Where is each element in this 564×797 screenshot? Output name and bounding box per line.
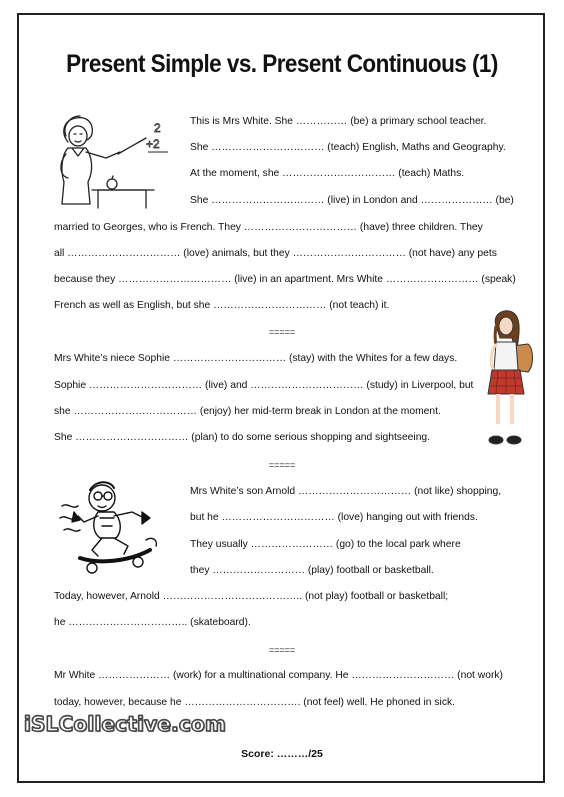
exercise-line: Mrs White’s niece Sophie …………………………… (stay) with the Whites for a few days. <box>54 353 458 364</box>
worksheet-title: Present Simple vs. Present Continuous (1) <box>66 50 498 78</box>
exercise-line: French as well as English, but she …………………………… (not teach) it. <box>54 300 390 311</box>
exercise-line: she ……………………………… (enjoy) her mid-term break in London at the moment. <box>54 406 441 417</box>
exercise-line: but he …………………………… (love) hanging out with friends. <box>190 512 478 523</box>
exercise-line: This is Mrs White. She …………… (be) a primary school teacher. <box>190 116 487 127</box>
skateboarder-icon <box>58 476 168 576</box>
exercise-line: he …………………………….. (skateboard). <box>54 617 251 628</box>
exercise-line: married to Georges, who is French. They …………………………… (have) three children. They <box>54 222 483 233</box>
exercise-line: She …………………………… (teach) English, Maths and Geography. <box>190 142 506 153</box>
exercise-line: Mr White ………………… (work) for a multinational company. He ………………………… (not work) <box>54 670 503 681</box>
section-separator: ===== <box>268 460 296 470</box>
board-number-top: 2 <box>154 121 161 135</box>
exercise-line: all …………………………… (love) animals, but they …………………………… (not have) any pets <box>54 248 497 259</box>
section-separator: ===== <box>268 645 296 655</box>
exercise-line: She …………………………… (plan) to do some serious shopping and sightseeing. <box>54 432 431 443</box>
exercise-line: She …………………………… (live) in London and ………………… (be) <box>190 195 514 206</box>
exercise-line: Mrs White’s son Arnold …………………………… (not like) shopping, <box>190 486 502 497</box>
exercise-line: Today, however, Arnold ………………………………….. (not play) football or basketball; <box>54 591 449 602</box>
exercise-line: today, however, because he ……………………………. (not feel) well. He phoned in sick. <box>54 697 455 708</box>
exercise-line: Sophie …………………………… (live) and …………………………… (study) in Liverpool, but <box>54 380 474 391</box>
site-logo: iSLCollective.com <box>24 712 227 736</box>
score-field: Score: ………/25 <box>241 748 323 760</box>
exercise-line: At the moment, she …………………………… (teach) Maths. <box>190 168 465 179</box>
teacher-icon <box>50 112 180 212</box>
board-number-bottom: +2 <box>146 137 160 151</box>
exercise-line: they ……………………… (play) football or basketball. <box>190 565 434 576</box>
section-separator: ===== <box>268 327 296 337</box>
exercise-line: They usually …………………… (go) to the local park where <box>190 539 461 550</box>
exercise-line: because they …………………………… (live) in an apartment. Mrs White ……………………… (speak) <box>54 274 516 285</box>
